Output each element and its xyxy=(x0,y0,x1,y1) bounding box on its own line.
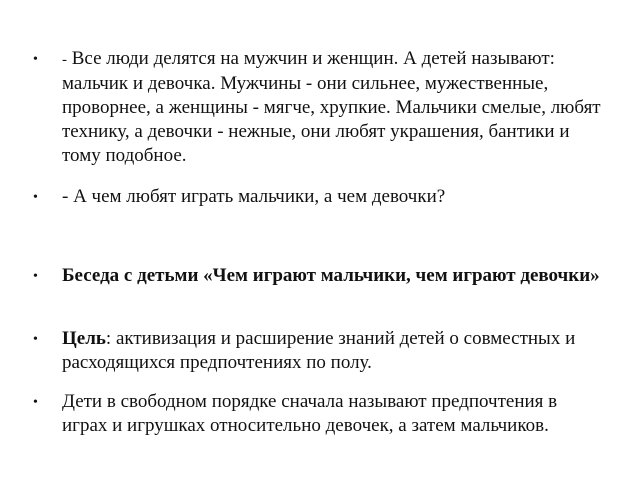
item-body: Все люди делятся на мужчин и женщин. А детей называют: мальчик и девочка. Мужчины - они сильнее, мужественные, проворнее, а женщины - мягче, хрупкие. Мальчики смелые, любят технику, а девочки - нежные, они любят украшения, бантики и тому подобное. xyxy=(62,48,601,166)
item-dash: - xyxy=(62,52,67,68)
goal-label: Цель xyxy=(62,328,106,349)
list-item xyxy=(33,185,603,210)
list-item xyxy=(33,264,603,289)
list-item xyxy=(33,327,603,375)
list-item xyxy=(33,390,603,438)
item-text xyxy=(62,327,603,375)
list-item xyxy=(33,47,603,168)
bullet-icon: • xyxy=(33,332,38,347)
goal-text: : активизация и расширение знаний детей о совместных и расходящихся предпочтениях по полу. xyxy=(62,328,576,373)
bullet-icon: • xyxy=(33,395,38,410)
item-text: Дети в свободном порядке сначала называют предпочтения в играх и игрушках относительно девочек, а затем мальчиков. xyxy=(62,391,558,436)
item-text xyxy=(62,47,603,168)
item-text: - А чем любят играть мальчики, а чем девочки? xyxy=(62,186,446,207)
conversation-title: Беседа с детьми «Чем играют мальчики, чем играют девочки» xyxy=(62,265,600,286)
bullet-icon: • xyxy=(33,52,38,67)
bullet-icon: • xyxy=(33,190,38,205)
bullet-icon: • xyxy=(33,269,38,284)
